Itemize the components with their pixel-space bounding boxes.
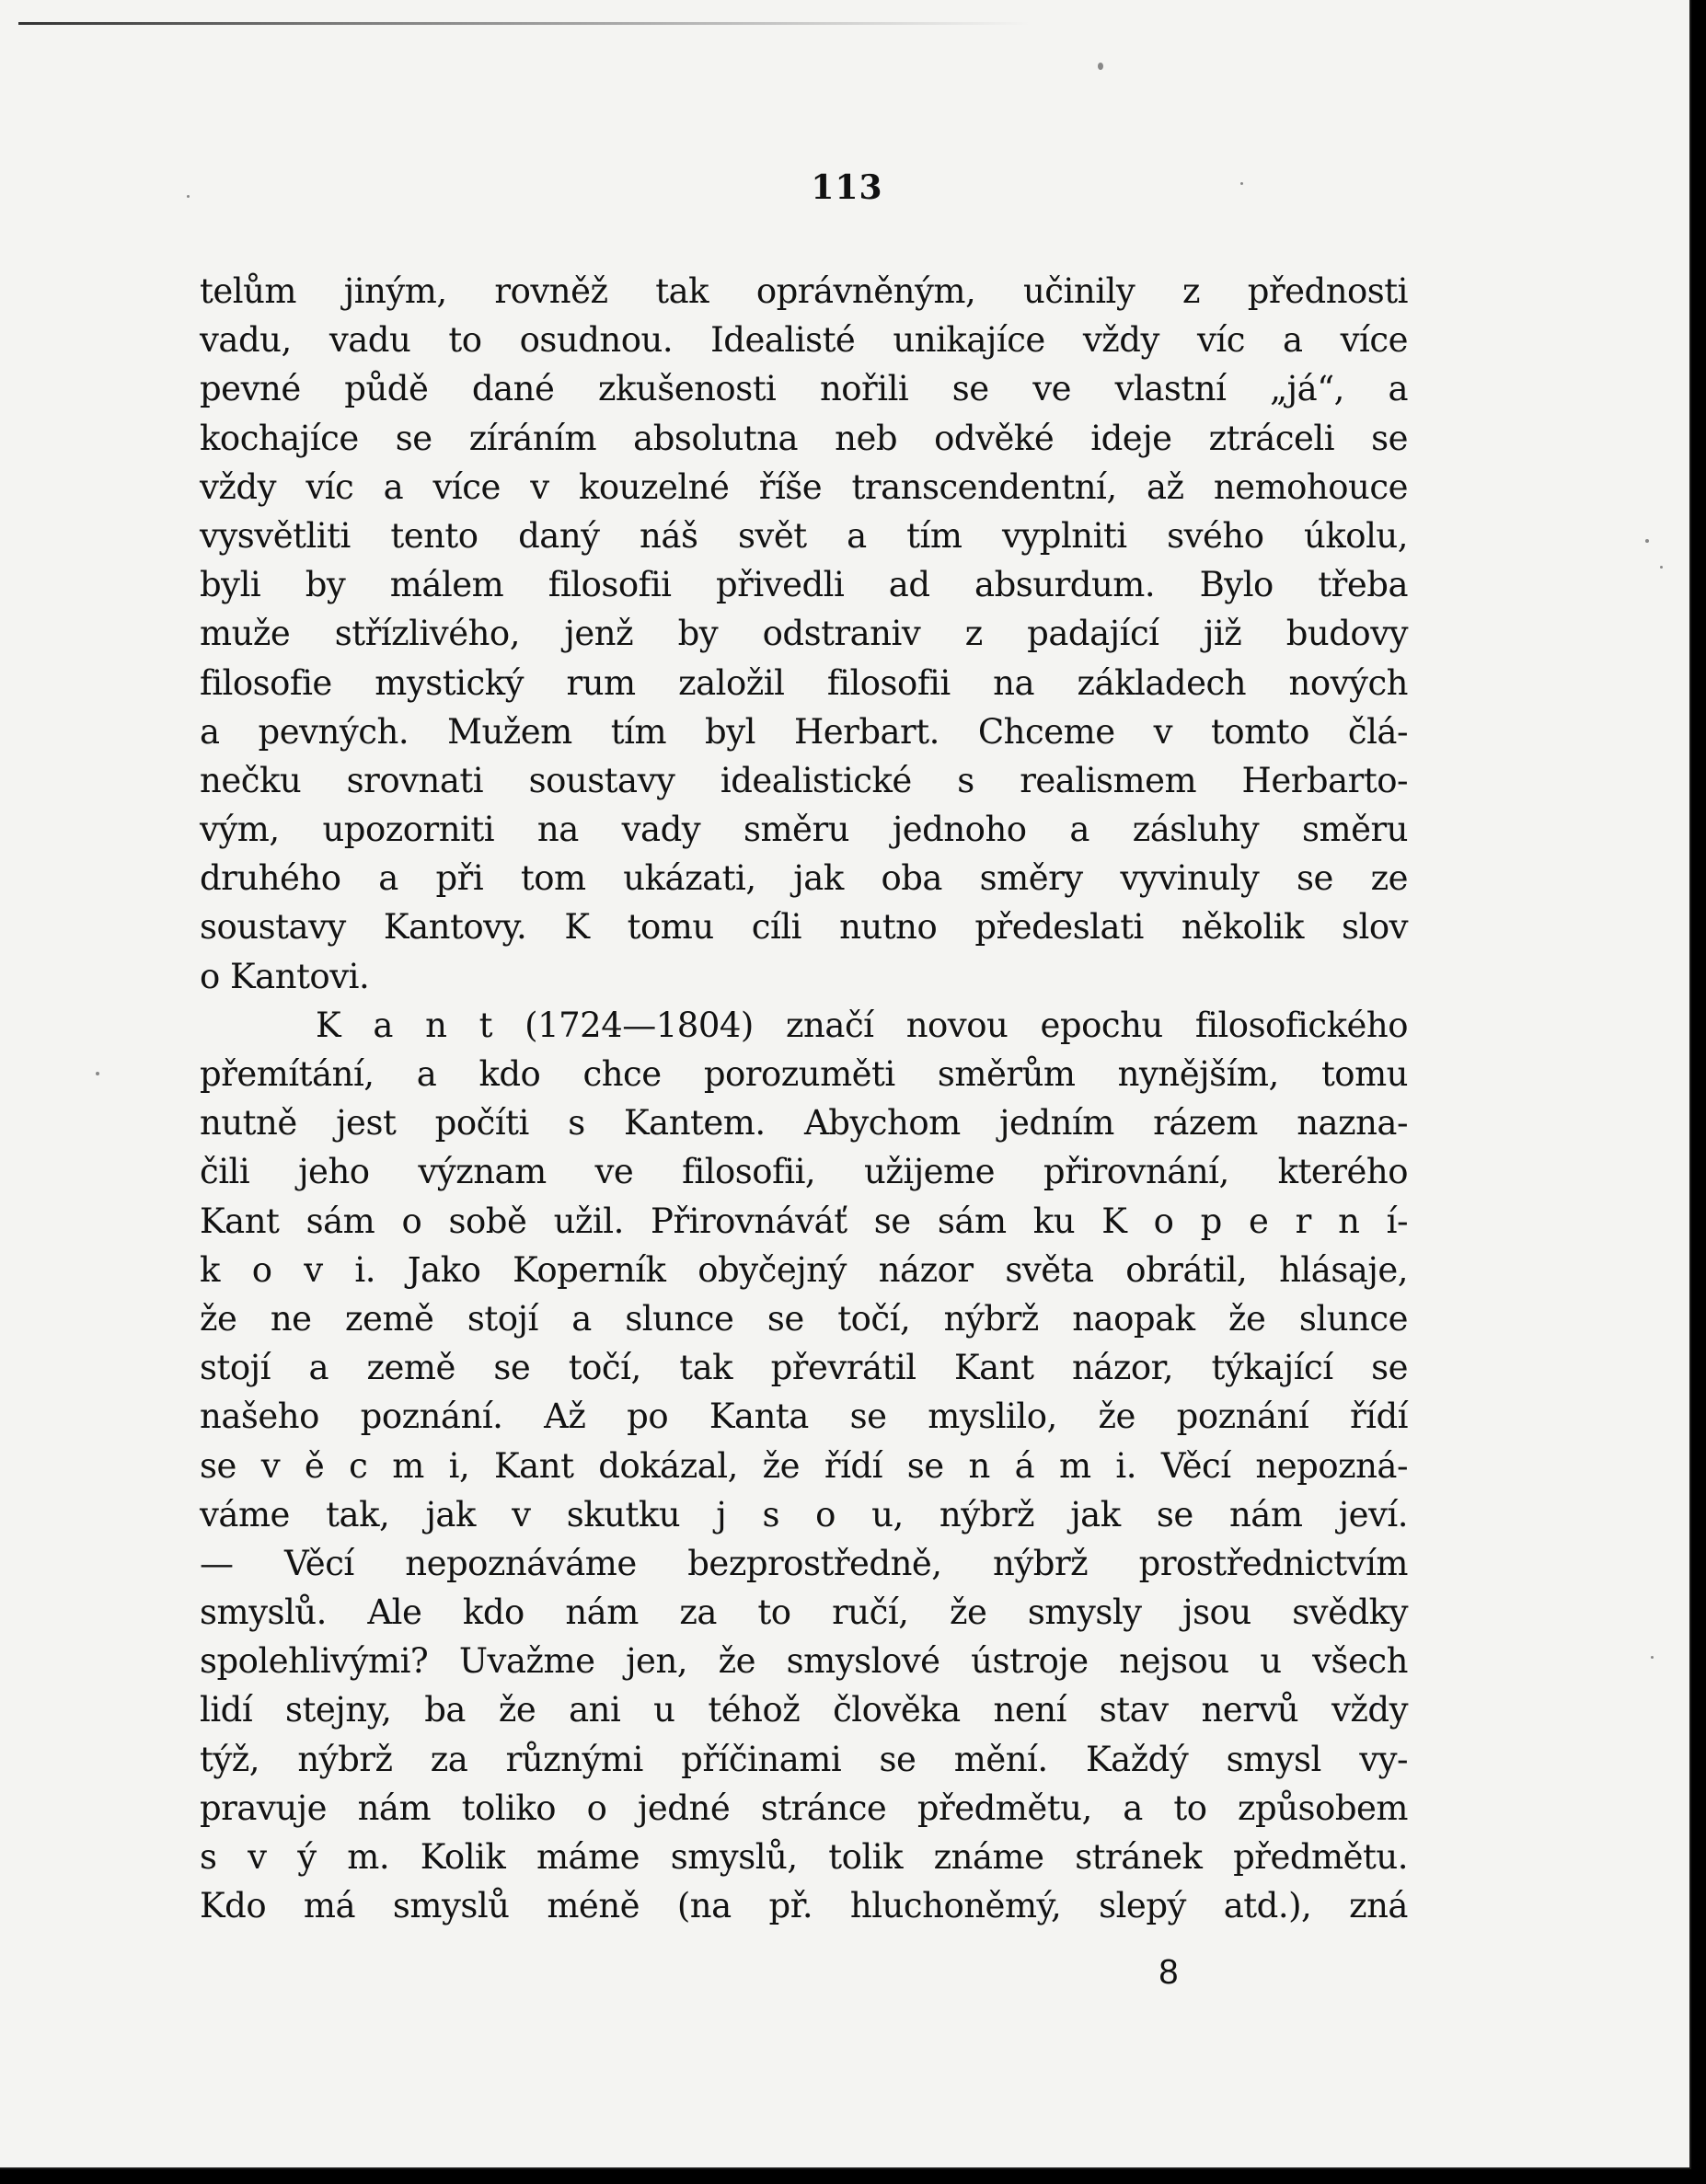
text-line: filosofie mystický rum založil filosofii na základech nových [200,662,1408,703]
text-line: nutně jest počíti s Kantem. Abychom jedním rázem nazna- [200,1103,1408,1144]
text-line: vadu, vadu to osudnou. Idealisté unikajíce vždy víc a více [200,320,1408,361]
body-text [200,267,1408,1930]
text-line: Kant sám o sobě užil. Přirovnáváť se sám ku K o p e r n í- [200,1201,1408,1241]
text-line: kochajíce se zíráním absolutna neb odvěké ideje ztráceli se [200,418,1408,458]
text-line: soustavy Kantovy. K tomu cíli nutno předeslati několik slov [200,907,1408,948]
text-line: byli by málem filosofii přivedli ad absurdum. Bylo třeba [200,565,1408,605]
text-line: vždy víc a více v kouzelné říše transcendentní, až nemohouce [200,466,1408,507]
scan-speck [1098,63,1103,70]
text-line: a pevných. Mužem tím byl Herbart. Chceme v tomto člá- [200,711,1408,752]
text-line: smyslů. Ale kdo nám za to ručí, že smysly jsou svědky [200,1592,1408,1633]
text-line: k o v i. Jako Koperník obyčejný názor světa obrátil, hlásaje, [200,1249,1408,1290]
text-line: — Věcí nepoznáváme bezprostředně, nýbrž prostřednictvím [200,1543,1408,1583]
text-line: muže střízlivého, jenž by odstraniv z padající již budovy [200,614,1408,654]
scan-speck [96,1072,99,1075]
signature-mark: 8 [1158,1953,1179,1992]
text-line: váme tak, jak v skutku j s o u, nýbrž jak se nám jeví. [200,1494,1408,1535]
text-line: pevné půdě dané zkušenosti nořili se ve vlastní „já“, a [200,369,1408,409]
text-line: pravuje nám toliko o jedné stránce předmětu, a to způsobem [200,1787,1408,1828]
text-line: našeho poznání. Až po Kanta se myslilo, že poznání řídí [200,1397,1408,1437]
text-line: týž, nýbrž za různými příčinami se mění. Každý smysl vy- [200,1739,1408,1779]
text-line: druhého a při tom ukázati, jak oba směry vyvinuly se ze [200,858,1408,899]
text-line: přemítání, a kdo chce porozuměti směrům nynějším, tomu [200,1054,1408,1094]
text-line: vysvětliti tento daný náš svět a tím vyplniti svého úkolu, [200,515,1408,556]
text-line: K a n t (1724—1804) značí novou epochu filosofického [316,1005,1408,1045]
scan-speck [1645,539,1649,543]
text-line: se v ě c m i, Kant dokázal, že řídí se n á m i. Věcí nepozná- [200,1445,1408,1486]
text-line: Kdo má smyslů méně (na př. hluchoněmý, slepý atd.), zná [200,1886,1408,1926]
text-line: stojí a země se točí, tak převrátil Kant názor, týkající se [200,1348,1408,1388]
text-line: vým, upozorniti na vady směru jednoho a zásluhy směru [200,810,1408,850]
scan-edge-rule [18,22,1031,25]
text-line: telům jiným, rovněž tak oprávněným, učinily z přednosti [200,271,1408,311]
text-line: o Kantovi. [200,956,370,996]
page-number: 113 [811,168,883,207]
text-line: lidí stejny, ba že ani u téhož člověka není stav nervů vždy [200,1690,1408,1730]
text-line: s v ý m. Kolik máme smyslů, tolik známe stránek předmětu. [200,1837,1408,1877]
scan-speck [187,195,190,198]
text-line: spolehlivými? Uvažme jen, že smyslové ústroje nejsou u všech [200,1641,1408,1682]
text-line: čili jeho význam ve filosofii, užijeme přirovnání, kterého [200,1152,1408,1192]
scan-speck [1660,566,1663,569]
scan-speck [1240,182,1243,185]
text-line: že ne země stojí a slunce se točí, nýbrž naopak že slunce [200,1298,1408,1339]
scan-speck [1651,1656,1654,1659]
text-line: nečku srovnati soustavy idealistické s realismem Herbarto- [200,760,1408,800]
